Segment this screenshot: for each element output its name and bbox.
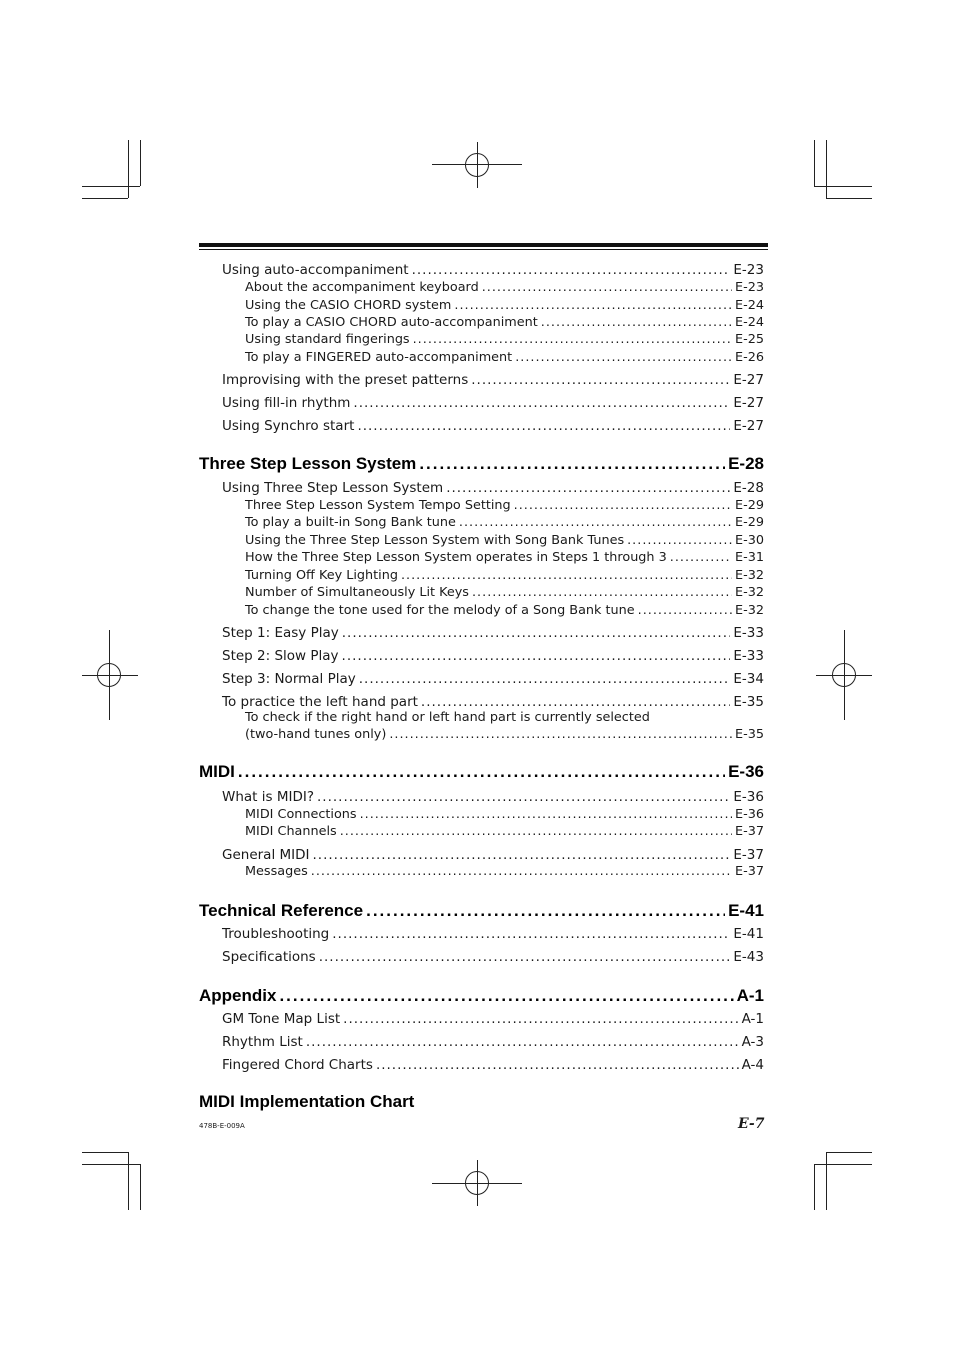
crop-mark-bottom-right-h2	[814, 1164, 872, 1165]
crop-mark-top-right-h1	[814, 186, 872, 187]
toc-dot-leader	[238, 762, 725, 782]
header-rule-thick	[199, 243, 768, 247]
toc-dot-leader	[311, 864, 732, 879]
toc-dot-leader	[638, 603, 732, 618]
toc-section-heading[interactable]	[199, 986, 764, 1006]
crop-mark-bottom-left-v2	[140, 1164, 141, 1210]
toc-dot-leader	[389, 727, 732, 742]
toc-entry-title: Troubleshooting	[222, 926, 330, 942]
toc-dot-leader	[342, 648, 731, 664]
toc-entry[interactable]	[199, 480, 764, 496]
crop-mark-top-right-v2	[826, 140, 827, 198]
toc-entry-title: About the accompaniment keyboard	[245, 280, 479, 295]
toc-page-number: E-35	[733, 694, 764, 710]
toc-entry-title: How the Three Step Lesson System operates in Steps 1 through 3	[245, 550, 667, 565]
toc-entry-title: Messages	[245, 864, 308, 879]
toc-entry[interactable]	[199, 648, 764, 664]
toc-page-number: E-34	[733, 671, 764, 687]
toc-entry[interactable]	[199, 418, 764, 434]
toc-entry-title: Three Step Lesson System Tempo Setting	[245, 498, 511, 513]
toc-entry[interactable]	[199, 926, 764, 942]
toc-page-number: E-32	[735, 568, 764, 583]
toc-entry[interactable]	[199, 515, 764, 530]
toc-dot-leader	[306, 1034, 739, 1050]
toc-entry-title: (two-hand tunes only)	[245, 727, 387, 742]
toc-entry-title: Using the CASIO CHORD system	[245, 298, 452, 313]
toc-page-number: E-27	[733, 395, 764, 411]
toc-entry[interactable]	[199, 498, 764, 513]
toc-entry-title: Improvising with the preset patterns	[222, 372, 469, 388]
toc-entry[interactable]	[199, 568, 764, 583]
toc-dot-leader	[446, 480, 730, 496]
toc-entry-title: Using fill-in rhythm	[222, 395, 351, 411]
toc-page-number: A-1	[741, 1011, 764, 1027]
toc-entry[interactable]	[199, 1057, 764, 1073]
toc-page-number: E-29	[735, 515, 764, 530]
toc-page-number: E-28	[728, 454, 764, 473]
toc-dot-leader	[360, 807, 732, 822]
toc-entry-title: General MIDI	[222, 847, 310, 863]
toc-page-number: E-27	[733, 372, 764, 388]
toc-section-heading[interactable]	[199, 454, 764, 474]
toc-page-number: E-24	[735, 298, 764, 313]
toc-entry-prefix: To check if the right hand or left hand part is currently selected	[245, 710, 650, 725]
toc-page-number: E-37	[735, 864, 764, 879]
toc-page-number: A-3	[741, 1034, 764, 1050]
toc-entry[interactable]	[199, 585, 764, 600]
toc-entry[interactable]	[199, 372, 764, 388]
toc-page-number: E-43	[733, 949, 764, 965]
toc-dot-leader	[514, 498, 732, 513]
toc-dot-leader	[343, 1011, 738, 1027]
toc-dot-leader	[401, 568, 732, 583]
toc-entry[interactable]	[199, 1011, 764, 1027]
document-id: 478B-E-009A	[199, 1122, 245, 1130]
toc-entry-title: Using auto-accompaniment	[222, 262, 409, 278]
toc-dot-leader	[357, 418, 730, 434]
toc-entry-title: MIDI Connections	[245, 807, 357, 822]
toc-entry-title: Using the Three Step Lesson System with Song Bank Tunes	[245, 533, 625, 548]
toc-entry[interactable]	[199, 315, 764, 330]
crop-mark-bottom-left-h1	[82, 1152, 128, 1153]
toc-entry-title: Specifications	[222, 949, 316, 965]
toc-page-number: E-24	[735, 315, 764, 330]
crop-mark-top-left-h1	[82, 186, 140, 187]
toc-page-number: E-35	[735, 727, 764, 742]
toc-dot-leader	[421, 694, 730, 710]
toc-dot-leader	[412, 262, 731, 278]
toc-dot-leader	[313, 847, 731, 863]
toc-entry-title: Appendix	[199, 986, 277, 1005]
crop-mark-bottom-right-v1	[826, 1152, 827, 1210]
toc-entry-title: MIDI	[199, 762, 235, 781]
toc-entry[interactable]	[199, 671, 764, 687]
toc-dot-leader	[317, 789, 730, 805]
toc-entry-title: GM Tone Map List	[222, 1011, 341, 1027]
toc-entry[interactable]	[199, 864, 764, 879]
crop-mark-bottom-right-v2	[814, 1164, 815, 1210]
toc-dot-leader	[670, 550, 732, 565]
toc-page-number: E-23	[735, 280, 764, 295]
toc-entry-title: Rhythm List	[222, 1034, 303, 1050]
toc-page-number: E-37	[733, 847, 764, 863]
toc-dot-leader	[359, 671, 731, 687]
toc-page-number: E-37	[735, 824, 764, 839]
toc-entry[interactable]	[199, 298, 764, 313]
toc-page-number: E-36	[728, 762, 764, 781]
toc-entry-title: Step 2: Slow Play	[222, 648, 339, 664]
toc-dot-leader	[413, 332, 732, 347]
toc-entry-title: Technical Reference	[199, 901, 364, 920]
toc-entry[interactable]	[199, 694, 764, 710]
toc-dot-leader	[472, 585, 732, 600]
toc-page-number: E-41	[733, 926, 764, 942]
toc-entry-title: Using Three Step Lesson System	[222, 480, 444, 496]
toc-page-number: E-27	[733, 418, 764, 434]
toc-entry-title: To play a FINGERED auto-accompaniment	[245, 350, 513, 365]
toc-dot-leader	[340, 824, 732, 839]
toc-dot-leader	[459, 515, 732, 530]
crop-mark-top-right-v1	[814, 140, 815, 186]
toc-entry[interactable]	[199, 603, 764, 618]
toc-page-number: E-30	[735, 533, 764, 548]
toc-entry-title: Step 1: Easy Play	[222, 625, 339, 641]
toc-entry-title: Step 3: Normal Play	[222, 671, 356, 687]
toc-entry[interactable]	[199, 533, 764, 548]
toc-entry[interactable]	[199, 395, 764, 411]
toc-page-number: E-26	[735, 350, 764, 365]
toc-page-number: E-32	[735, 585, 764, 600]
toc-dot-leader	[541, 315, 732, 330]
toc-entry-title: Using Synchro start	[222, 418, 355, 434]
toc-entry[interactable]	[199, 789, 764, 805]
crop-mark-bottom-left-v1	[128, 1152, 129, 1210]
toc-entry-title: Turning Off Key Lighting	[245, 568, 398, 583]
toc-dot-leader	[627, 533, 732, 548]
toc-dot-leader	[342, 625, 731, 641]
toc-entry-title: MIDI Channels	[245, 824, 337, 839]
toc-page-number: A-4	[741, 1057, 764, 1073]
toc-page-number: E-25	[735, 332, 764, 347]
toc-dot-leader	[515, 350, 732, 365]
toc-page-number: E-33	[733, 648, 764, 664]
toc-dot-leader	[319, 949, 731, 965]
toc-dot-leader	[376, 1057, 739, 1073]
toc-entry[interactable]	[199, 625, 764, 641]
toc-entry-title: Fingered Chord Charts	[222, 1057, 373, 1073]
toc-dot-leader	[332, 926, 730, 942]
toc-page-number: E-36	[735, 807, 764, 822]
toc-dot-leader	[353, 395, 730, 411]
toc-page-number: E-29	[735, 498, 764, 513]
toc-entry-title: To change the tone used for the melody of a Song Bank tune	[245, 603, 635, 618]
toc-entry[interactable]	[199, 550, 764, 565]
toc-page-number: A-1	[736, 986, 764, 1005]
toc-page-number: E-41	[728, 901, 764, 920]
toc-page-number: E-31	[735, 550, 764, 565]
toc-entry[interactable]	[199, 847, 764, 863]
toc-entry[interactable]	[199, 350, 764, 365]
toc-dot-leader	[279, 986, 733, 1006]
toc-entry-title: Using standard fingerings	[245, 332, 410, 347]
toc-entry[interactable]	[199, 280, 764, 295]
toc-entry[interactable]	[199, 262, 764, 278]
toc-page-number: E-33	[733, 625, 764, 641]
section-heading-midi-implementation-chart: MIDI Implementation Chart	[199, 1092, 415, 1111]
toc-entry[interactable]	[199, 949, 764, 965]
toc-entry-title: To play a built-in Song Bank tune	[245, 515, 456, 530]
toc-dot-leader	[482, 280, 732, 295]
toc-section-heading[interactable]	[199, 762, 764, 782]
toc-dot-leader	[419, 454, 725, 474]
toc-dot-leader	[454, 298, 732, 313]
toc-entry-title: Three Step Lesson System	[199, 454, 417, 473]
toc-entry-title: What is MIDI?	[222, 789, 315, 805]
toc-dot-leader	[366, 901, 725, 921]
toc-page-number: E-32	[735, 603, 764, 618]
toc-section-heading[interactable]	[199, 901, 764, 921]
toc-entry[interactable]	[199, 1034, 764, 1050]
crop-mark-top-left-v2	[140, 140, 141, 186]
toc-page-number: E-28	[733, 480, 764, 496]
toc-entry[interactable]	[199, 807, 764, 822]
crop-mark-bottom-right-h1	[826, 1152, 872, 1153]
toc-page-number: E-23	[733, 262, 764, 278]
header-rule-thin	[199, 249, 768, 250]
toc-entry[interactable]	[199, 824, 764, 839]
crop-mark-top-left-h2	[82, 198, 128, 199]
crop-mark-top-right-h2	[826, 198, 872, 199]
toc-entry[interactable]	[199, 727, 764, 742]
crop-mark-bottom-left-h2	[82, 1164, 140, 1165]
toc-entry-title: To play a CASIO CHORD auto-accompaniment	[245, 315, 538, 330]
crop-mark-top-left-v1	[128, 140, 129, 198]
toc-entry-title: Number of Simultaneously Lit Keys	[245, 585, 469, 600]
toc-dot-leader	[471, 372, 730, 388]
page-number: E-7	[738, 1116, 765, 1132]
toc-entry[interactable]	[199, 332, 764, 347]
toc-page-number: E-36	[733, 789, 764, 805]
toc-entry-title: To practice the left hand part	[222, 694, 418, 710]
